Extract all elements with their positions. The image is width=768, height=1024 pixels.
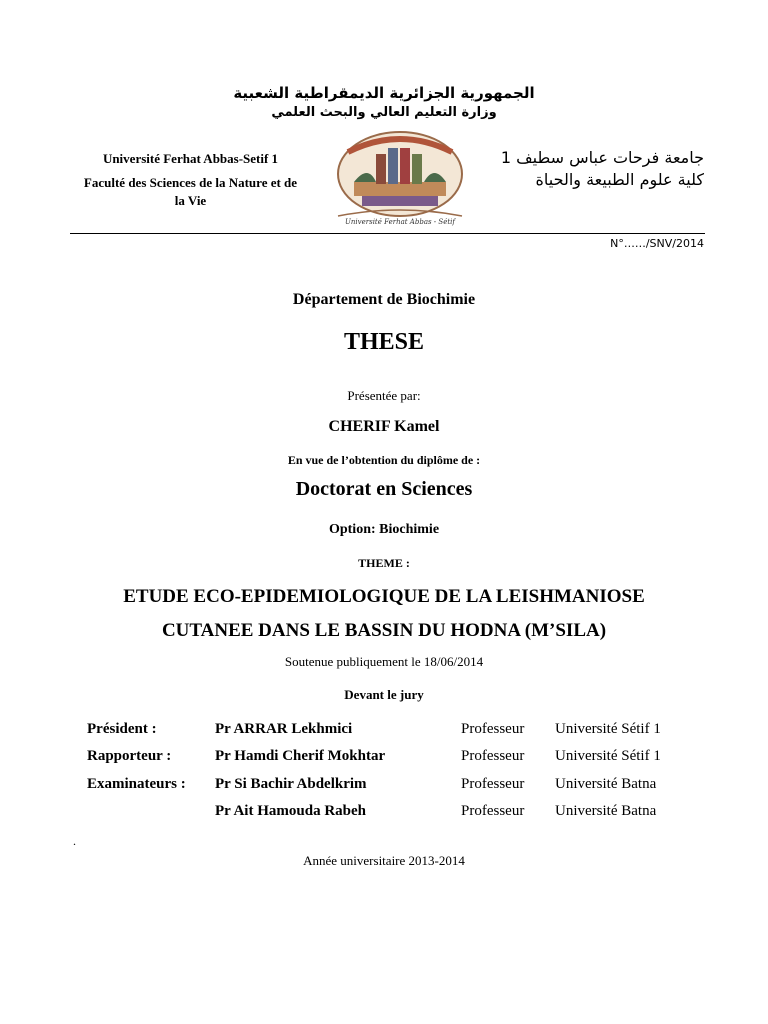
jury-row [0,721,768,741]
jury-institution: Université Sétif 1 [555,748,661,764]
jury-label: Devant le jury [344,687,424,702]
reference-number: N°……/SNV/2014 [610,237,704,250]
university-name-fr: Université Ferhat Abbas-Setif 1 [102,151,279,166]
academic-year: Année universitaire 2013-2014 [303,853,465,868]
jury-institution: Université Sétif 1 [555,721,661,737]
jury-grade: Professeur [461,748,525,764]
jury-role: Rapporteur : [87,748,172,764]
logo-caption: Université Ferhat Abbas - Sétif [345,218,455,226]
jury-row [0,776,768,796]
jury-row [0,803,768,823]
jury-grade: Professeur [461,776,525,792]
option: Option: Biochimie [328,522,440,537]
university-name-ar: جامعة فرحات عباس سطيف 1 [500,148,704,167]
jury-name: Pr Ait Hamouda Rabeh [215,803,366,819]
presented-by-label: Présentée par: [347,388,421,403]
jury-role: Président : [87,721,157,737]
jury-grade: Professeur [461,721,525,737]
jury-row [0,748,768,768]
stray-dot: . [73,834,76,848]
thesis-title-line-1: ETUDE ECO-EPIDEMIOLOGIQUE DE LA LEISHMANIOSE [123,586,645,607]
jury-name: Pr Si Bachir Abdelkrim [215,776,367,792]
thesis-title-line-2: CUTANEE DANS LE BASSIN DU HODNA (M’SILA) [161,620,607,641]
jury-role: Examinateurs : [87,776,186,792]
department: Département de Biochimie [292,291,476,308]
author-name: CHERIF Kamel [328,418,440,435]
document-type: THESE [343,329,425,355]
arabic-republic-heading: الجمهورية الجزائرية الديمقراطية الشعبية [233,84,535,102]
faculty-name-ar: كلية علوم الطبيعة والحياة [535,170,704,189]
jury-name: Pr Hamdi Cherif Mokhtar [215,748,386,764]
faculty-name-fr: Faculté des Sciences de la Nature et de la Vie [83,175,298,208]
jury-institution: Université Batna [555,776,657,792]
arabic-ministry-heading: وزارة التعليم العالي والبحث العلمي [271,105,497,120]
defense-date: Soutenue publiquement le 18/06/2014 [284,654,484,669]
jury-name: Pr ARRAR Lekhmici [215,721,353,737]
theme-label: THEME : [358,556,410,570]
header-divider [70,233,705,234]
jury-institution: Université Batna [555,803,657,819]
diploma-name: Doctorat en Sciences [295,478,473,500]
in-view-label: En vue de l’obtention du diplôme de : [287,453,481,467]
jury-grade: Professeur [461,803,525,819]
university-logo [318,124,482,236]
